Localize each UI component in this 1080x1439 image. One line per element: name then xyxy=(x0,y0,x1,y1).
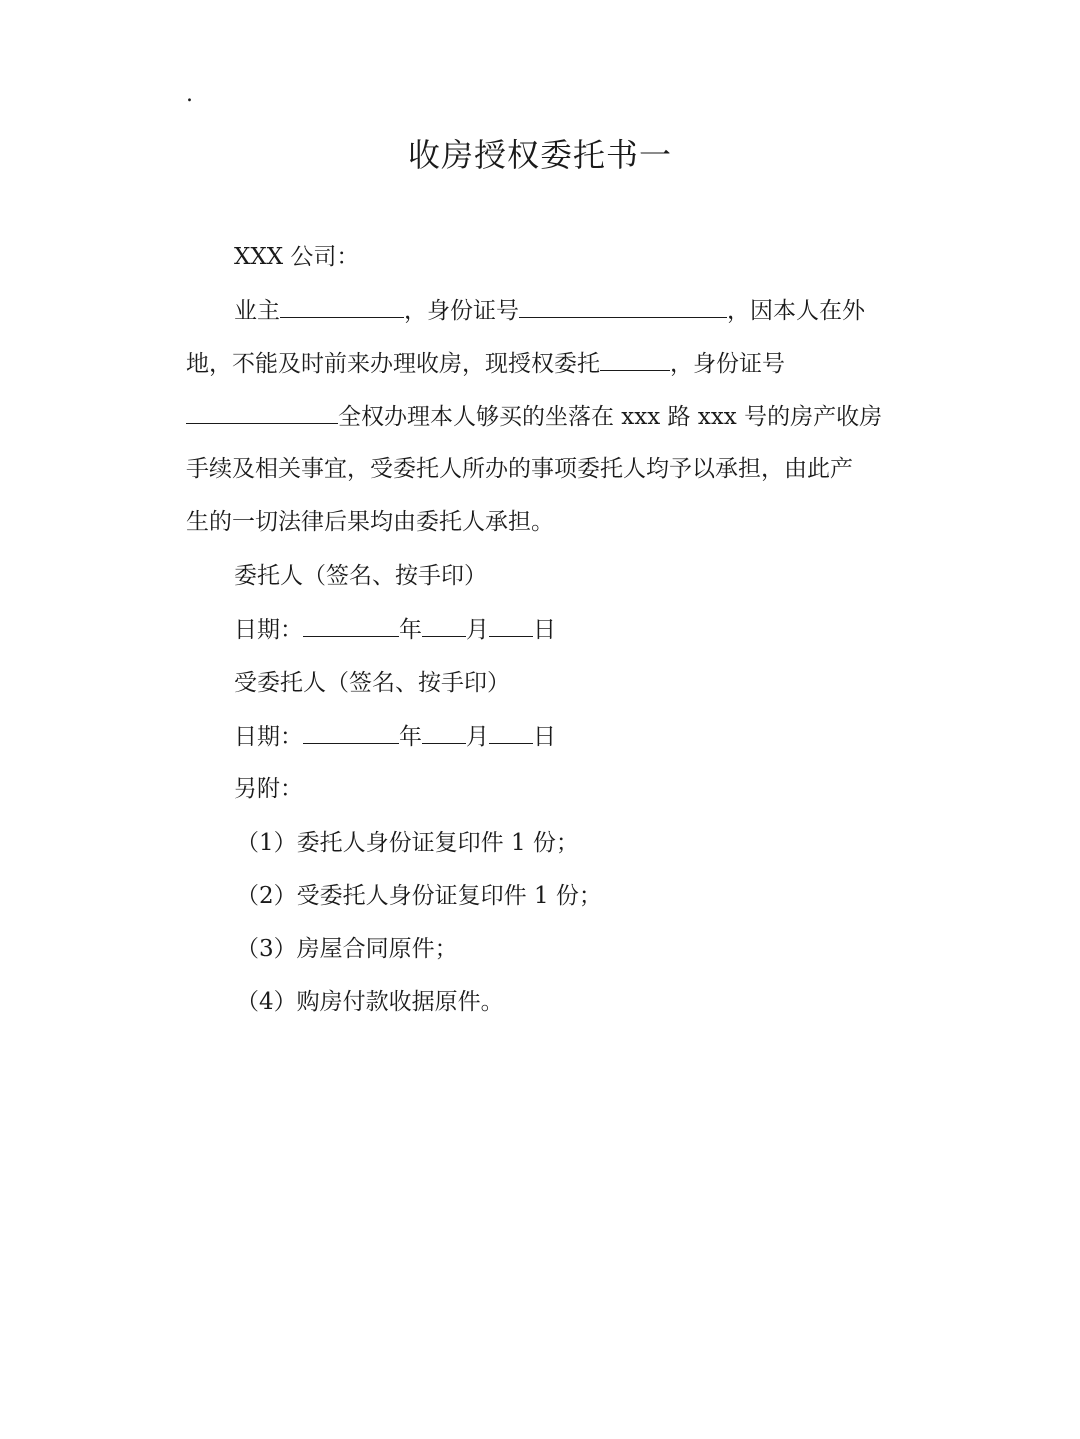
date-label: 日期： xyxy=(234,617,303,643)
line1-end: ，因本人在外 xyxy=(727,298,865,324)
owner-name-blank xyxy=(280,295,404,318)
date-label: 日期： xyxy=(234,724,303,750)
attachment-1: （1）委托人身份证复印件 1 份； xyxy=(236,830,579,856)
line2-end: ，身份证号 xyxy=(670,351,785,377)
addressee-text: XXX 公司： xyxy=(234,244,360,270)
attachment-3: （3）房屋合同原件； xyxy=(236,936,458,962)
month-blank xyxy=(422,614,466,637)
line2-start: 地，不能及时前来办理收房，现授权委托 xyxy=(186,351,600,377)
principal-date xyxy=(234,614,556,645)
attachment-item xyxy=(236,881,602,911)
agent-date xyxy=(234,721,556,752)
para-line-5 xyxy=(186,507,554,537)
year-blank xyxy=(303,721,399,744)
month-blank xyxy=(422,721,466,744)
para-line-1 xyxy=(234,295,865,326)
attachment-item xyxy=(236,828,579,858)
id-label: ，身份证号 xyxy=(404,298,519,324)
agent-signature xyxy=(234,668,510,698)
year-label: 年 xyxy=(399,724,422,750)
owner-label: 业主 xyxy=(234,298,280,324)
agent-id-blank xyxy=(186,401,338,424)
attachments-heading xyxy=(234,774,303,804)
para-line-2 xyxy=(186,348,785,379)
agent-name-blank xyxy=(600,348,670,371)
principal-signature xyxy=(234,561,487,591)
month-label: 月 xyxy=(466,724,489,750)
day-label: 日 xyxy=(533,724,556,750)
day-label: 日 xyxy=(533,617,556,643)
addressee xyxy=(234,242,359,272)
corner-dot: . xyxy=(186,82,193,107)
line3-text: 全权办理本人够买的坐落在 xxx 路 xxx 号的房产收房 xyxy=(338,404,883,430)
agent-sign-label: 受委托人（签名、按手印） xyxy=(234,670,510,696)
line4-text: 手续及相关事宜，受委托人所办的事项委托人均予以承担，由此产 xyxy=(186,456,853,482)
line5-text: 生的一切法律后果均由委托人承担。 xyxy=(186,509,554,535)
attachment-item xyxy=(236,934,458,964)
para-line-4 xyxy=(186,454,853,484)
month-label: 月 xyxy=(466,617,489,643)
year-blank xyxy=(303,614,399,637)
attachment-item xyxy=(236,987,504,1017)
document-title: 收房授权委托书一 xyxy=(407,136,672,174)
year-label: 年 xyxy=(399,617,422,643)
day-blank xyxy=(489,721,533,744)
attachment-4: （4）购房付款收据原件。 xyxy=(236,989,504,1015)
owner-id-blank xyxy=(519,295,727,318)
principal-sign-label: 委托人（签名、按手印） xyxy=(234,563,487,589)
attachment-2: （2）受委托人身份证复印件 1 份； xyxy=(236,883,602,909)
attachments-label: 另附： xyxy=(234,776,303,802)
day-blank xyxy=(489,614,533,637)
para-line-3 xyxy=(186,401,882,432)
